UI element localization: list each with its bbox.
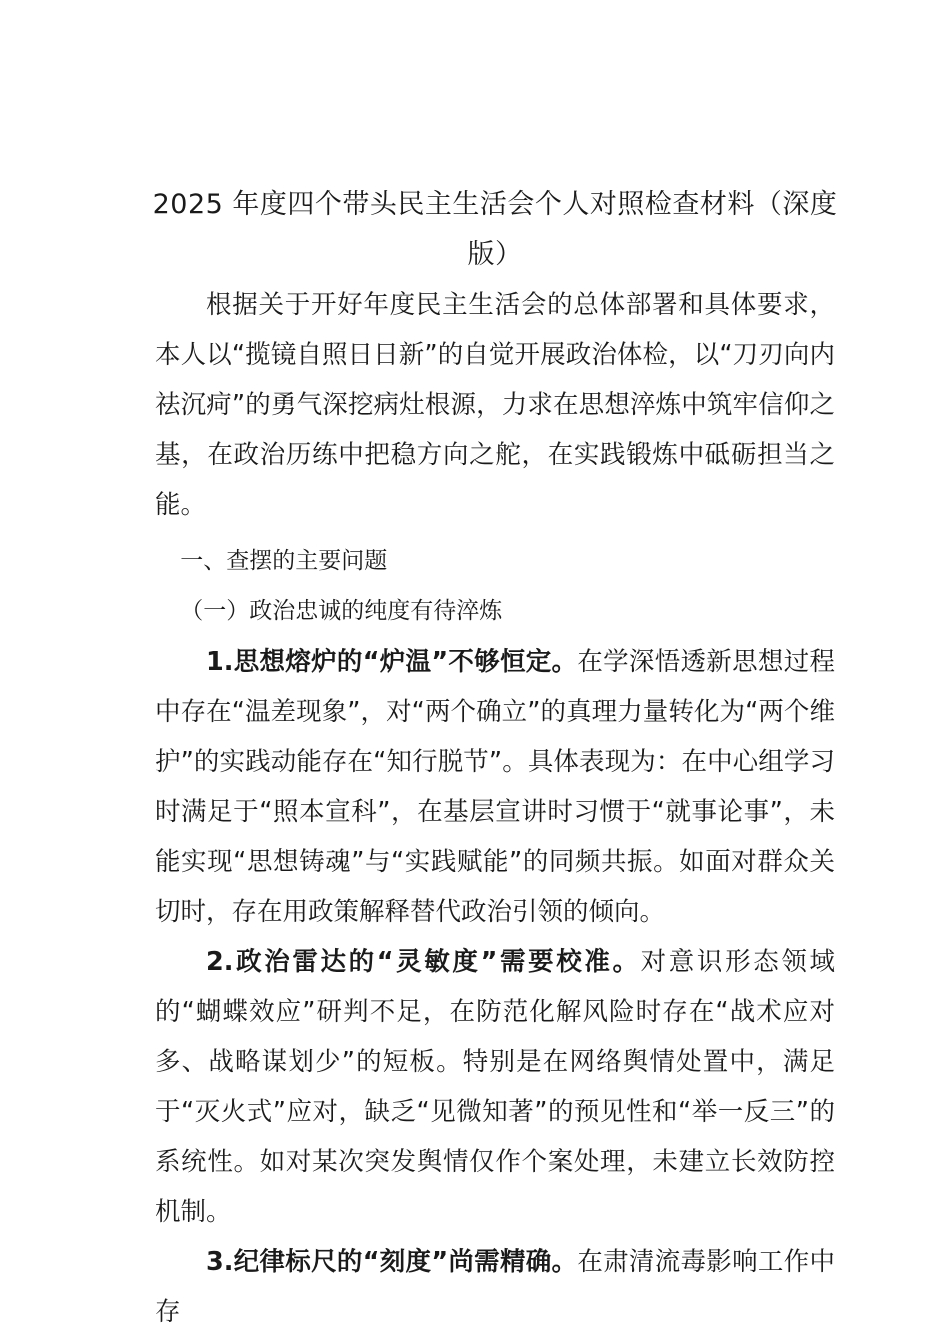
- section-heading: 一、查摆的主要问题: [180, 548, 388, 574]
- document-page: [152, 180, 838, 1337]
- item-lead: 3.纪律标尺的“刻度”尚需精确。: [206, 1247, 578, 1277]
- subsection-heading: （一）政治忠诚的纯度有待淬炼: [180, 598, 503, 624]
- item-body: 在肃清流毒影响工作中存: [155, 1247, 835, 1327]
- item-body: 对意识形态领域的“蝴蝶效应”研判不足，在防范化解风险时存在“战术应对多、战略谋划少”的短板。特别是在网络舆情处置中，满足于“灭火式”应对，缺乏“见微知著”的预见性和“举一反三”的系统性。如对某次突发舆情仅作个案处理，未建立长效防控机制。: [155, 947, 835, 1227]
- list-item: [155, 637, 835, 937]
- document-title: 2025 年度四个带头民主生活会个人对照检查材料（深度版）: [152, 189, 838, 270]
- intro-paragraph: 根据关于开好年度民主生活会的总体部署和具体要求，本人以“揽镜自照日日新”的自觉开展政治体检，以“刀刃向内祛沉疴”的勇气深挖病灶根源，力求在思想淬炼中筑牢信仰之基，在政治历练中把稳方向之舵，在实践锻炼中砥砺担当之能。: [155, 290, 835, 520]
- item-body: 在学深悟透新思想过程中存在“温差现象”，对“两个确立”的真理力量转化为“两个维护”的实践动能存在“知行脱节”。具体表现为：在中心组学习时满足于“照本宣科”，在基层宣讲时习惯于“就事论事”，未能实现“思想铸魂”与“实践赋能”的同频共振。如面对群众关切时，存在用政策解释替代政治引领的倾向。: [155, 647, 835, 927]
- item-lead: 2.政治雷达的“灵敏度”需要校准。: [206, 947, 641, 977]
- list-item: [155, 937, 835, 1237]
- item-lead: 1.思想熔炉的“炉温”不够恒定。: [206, 647, 578, 677]
- list-item: [155, 1237, 835, 1337]
